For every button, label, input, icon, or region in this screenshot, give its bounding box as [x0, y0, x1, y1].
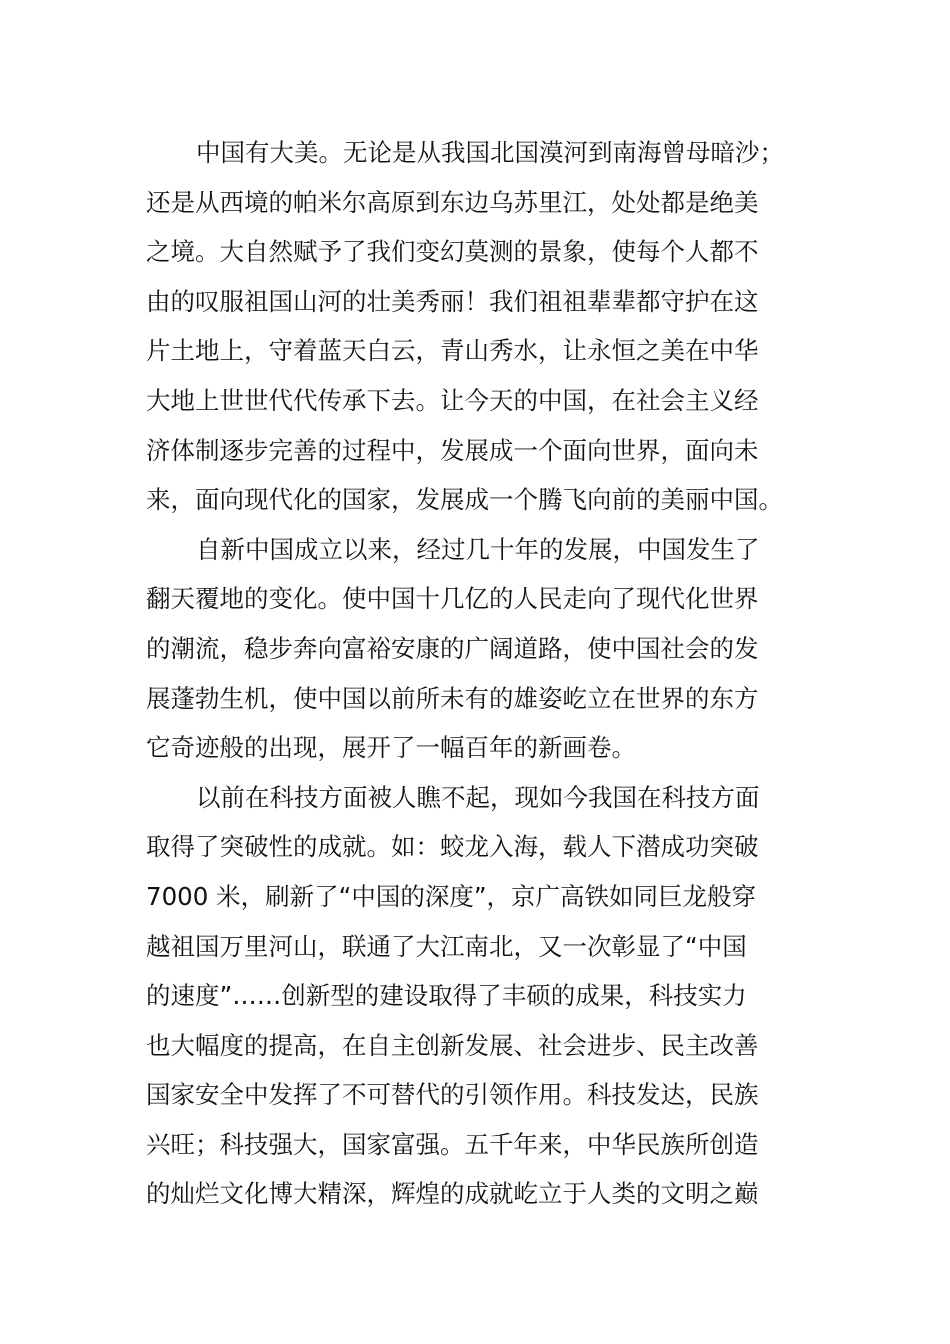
paragraph-line: 之境。大自然赋予了我们变幻莫测的景象，使每个人都不	[146, 237, 759, 267]
paragraph-line: 国家安全中发挥了不可替代的引领作用。科技发达，民族	[146, 1080, 759, 1110]
document-body	[146, 128, 810, 1219]
paragraph-line: 自新中国成立以来，经过几十年的发展，中国发生了	[196, 534, 760, 564]
paragraph-line: 兴旺；科技强大，国家富强。五千年来，中华民族所创造	[146, 1129, 759, 1159]
paragraph-line: 以前在科技方面被人瞧不起，现如今我国在科技方面	[196, 782, 760, 812]
paragraph-line: 的潮流，稳步奔向富裕安康的广阔道路，使中国社会的发	[146, 633, 759, 663]
paragraph-line: 越祖国万里河山，联通了大江南北，又一次彰显了“中国	[146, 931, 747, 961]
paragraph-line: 中国有大美。无论是从我国北国漠河到南海曾母暗沙；	[196, 138, 784, 167]
paragraph-line: 片土地上，守着蓝天白云，青山秀水，让永恒之美在中华	[146, 336, 759, 366]
paragraph-line: 取得了突破性的成就。如：蛟龙入海，载人下潜成功突破	[146, 832, 759, 862]
paragraph-2	[146, 525, 810, 773]
paragraph-line: 还是从西境的帕米尔高原到东边乌苏里江，处处都是绝美	[146, 187, 759, 217]
paragraph-line: 也大幅度的提高，在自主创新发展、社会进步、民主改善	[146, 1030, 759, 1060]
paragraph-line: 由的叹服祖国山河的壮美秀丽！我们祖祖辈辈都守护在这	[146, 286, 759, 316]
paragraph-line: 济体制逐步完善的过程中，发展成一个面向世界，面向未	[146, 435, 759, 465]
paragraph-line: 来，面向现代化的国家，发展成一个腾飞向前的美丽中国。	[146, 485, 783, 515]
paragraph-line: 7000 米，刷新了“中国的深度”，京广高铁如同巨龙般穿	[146, 881, 757, 911]
paragraph-line: 大地上世世代代传承下去。让今天的中国，在社会主义经	[146, 385, 759, 415]
paragraph-line: 的灿烂文化博大精深，辉煌的成就屹立于人类的文明之巅	[146, 1179, 759, 1209]
paragraph-3	[146, 773, 810, 1219]
paragraph-line: 翻天覆地的变化。使中国十几亿的人民走向了现代化世界	[146, 584, 759, 614]
paragraph-1	[146, 128, 810, 525]
paragraph-line: 它奇迹般的出现，展开了一幅百年的新画卷。	[146, 733, 636, 763]
paragraph-line: 的速度”……创新型的建设取得了丰硕的成果，科技实力	[146, 981, 747, 1011]
paragraph-line: 展蓬勃生机，使中国以前所未有的雄姿屹立在世界的东方	[146, 683, 759, 713]
